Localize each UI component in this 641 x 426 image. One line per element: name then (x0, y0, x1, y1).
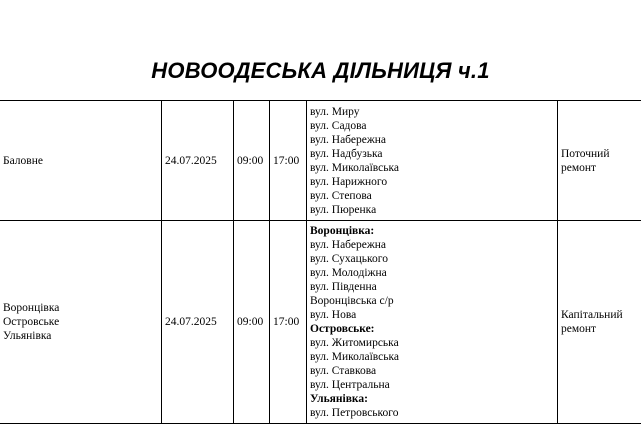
start-time-cell: 09:00 (234, 221, 270, 424)
settlement-heading: Островське: (310, 323, 375, 335)
page-title: НОВООДЕСЬКА ДІЛЬНИЦЯ ч.1 (151, 58, 490, 83)
street-item: вул. Пюренка (310, 203, 377, 216)
work-type-cell (558, 221, 641, 424)
street-item: вул. Набережна (310, 239, 387, 251)
street-item: вул. Миколаївська (310, 161, 400, 174)
table-row (0, 101, 641, 221)
street-item: вул. Набережна (310, 133, 387, 146)
street-item: вул. Молодіжна (310, 267, 387, 279)
date-cell: 24.07.2025 (162, 101, 234, 221)
street-item: вул. Ставкова (310, 365, 377, 377)
settlement-heading: Воронцівка: (310, 225, 375, 237)
settlement-name: Ульянівка (3, 330, 52, 342)
street-item: вул. Миколаївська (310, 351, 400, 363)
street-item: вул. Степова (310, 189, 372, 202)
settlement-cell (0, 101, 162, 221)
street-item: вул. Надбузька (310, 147, 383, 160)
street-item: вул. Житомирська (310, 337, 399, 349)
date-cell: 24.07.2025 (162, 221, 234, 424)
end-time-cell: 17:00 (270, 101, 307, 221)
street-item: вул. Нова (310, 309, 357, 321)
settlement-heading: Ульянівка: (310, 393, 368, 405)
street-item: вул. Південна (310, 281, 377, 293)
street-item: вул. Садова (310, 119, 367, 132)
end-time-cell: 17:00 (270, 221, 307, 424)
street-item: вул. Нарижного (310, 175, 388, 188)
street-item: вул. Сухацького (310, 253, 388, 265)
work-type-text: ремонт (561, 161, 597, 174)
table-row (0, 221, 641, 424)
streets-cell (307, 221, 558, 424)
settlement-name: Островське (3, 316, 60, 328)
settlement-name: Баловне (3, 154, 43, 167)
streets-cell (307, 101, 558, 221)
street-item: вул. Петровського (310, 407, 399, 419)
street-item: вул. Центральна (310, 379, 390, 391)
outage-schedule-table (0, 100, 641, 424)
work-type-cell (558, 101, 641, 221)
settlement-name: Воронцівка (3, 302, 60, 314)
work-type-text: ремонт (561, 323, 597, 335)
start-time-cell: 09:00 (234, 101, 270, 221)
settlement-cell (0, 221, 162, 424)
work-type-text: Капітальний (561, 309, 623, 321)
work-type-text: Поточний (561, 147, 610, 160)
street-item: Воронцівська с/р (310, 295, 394, 307)
street-item: вул. Миру (310, 105, 360, 118)
